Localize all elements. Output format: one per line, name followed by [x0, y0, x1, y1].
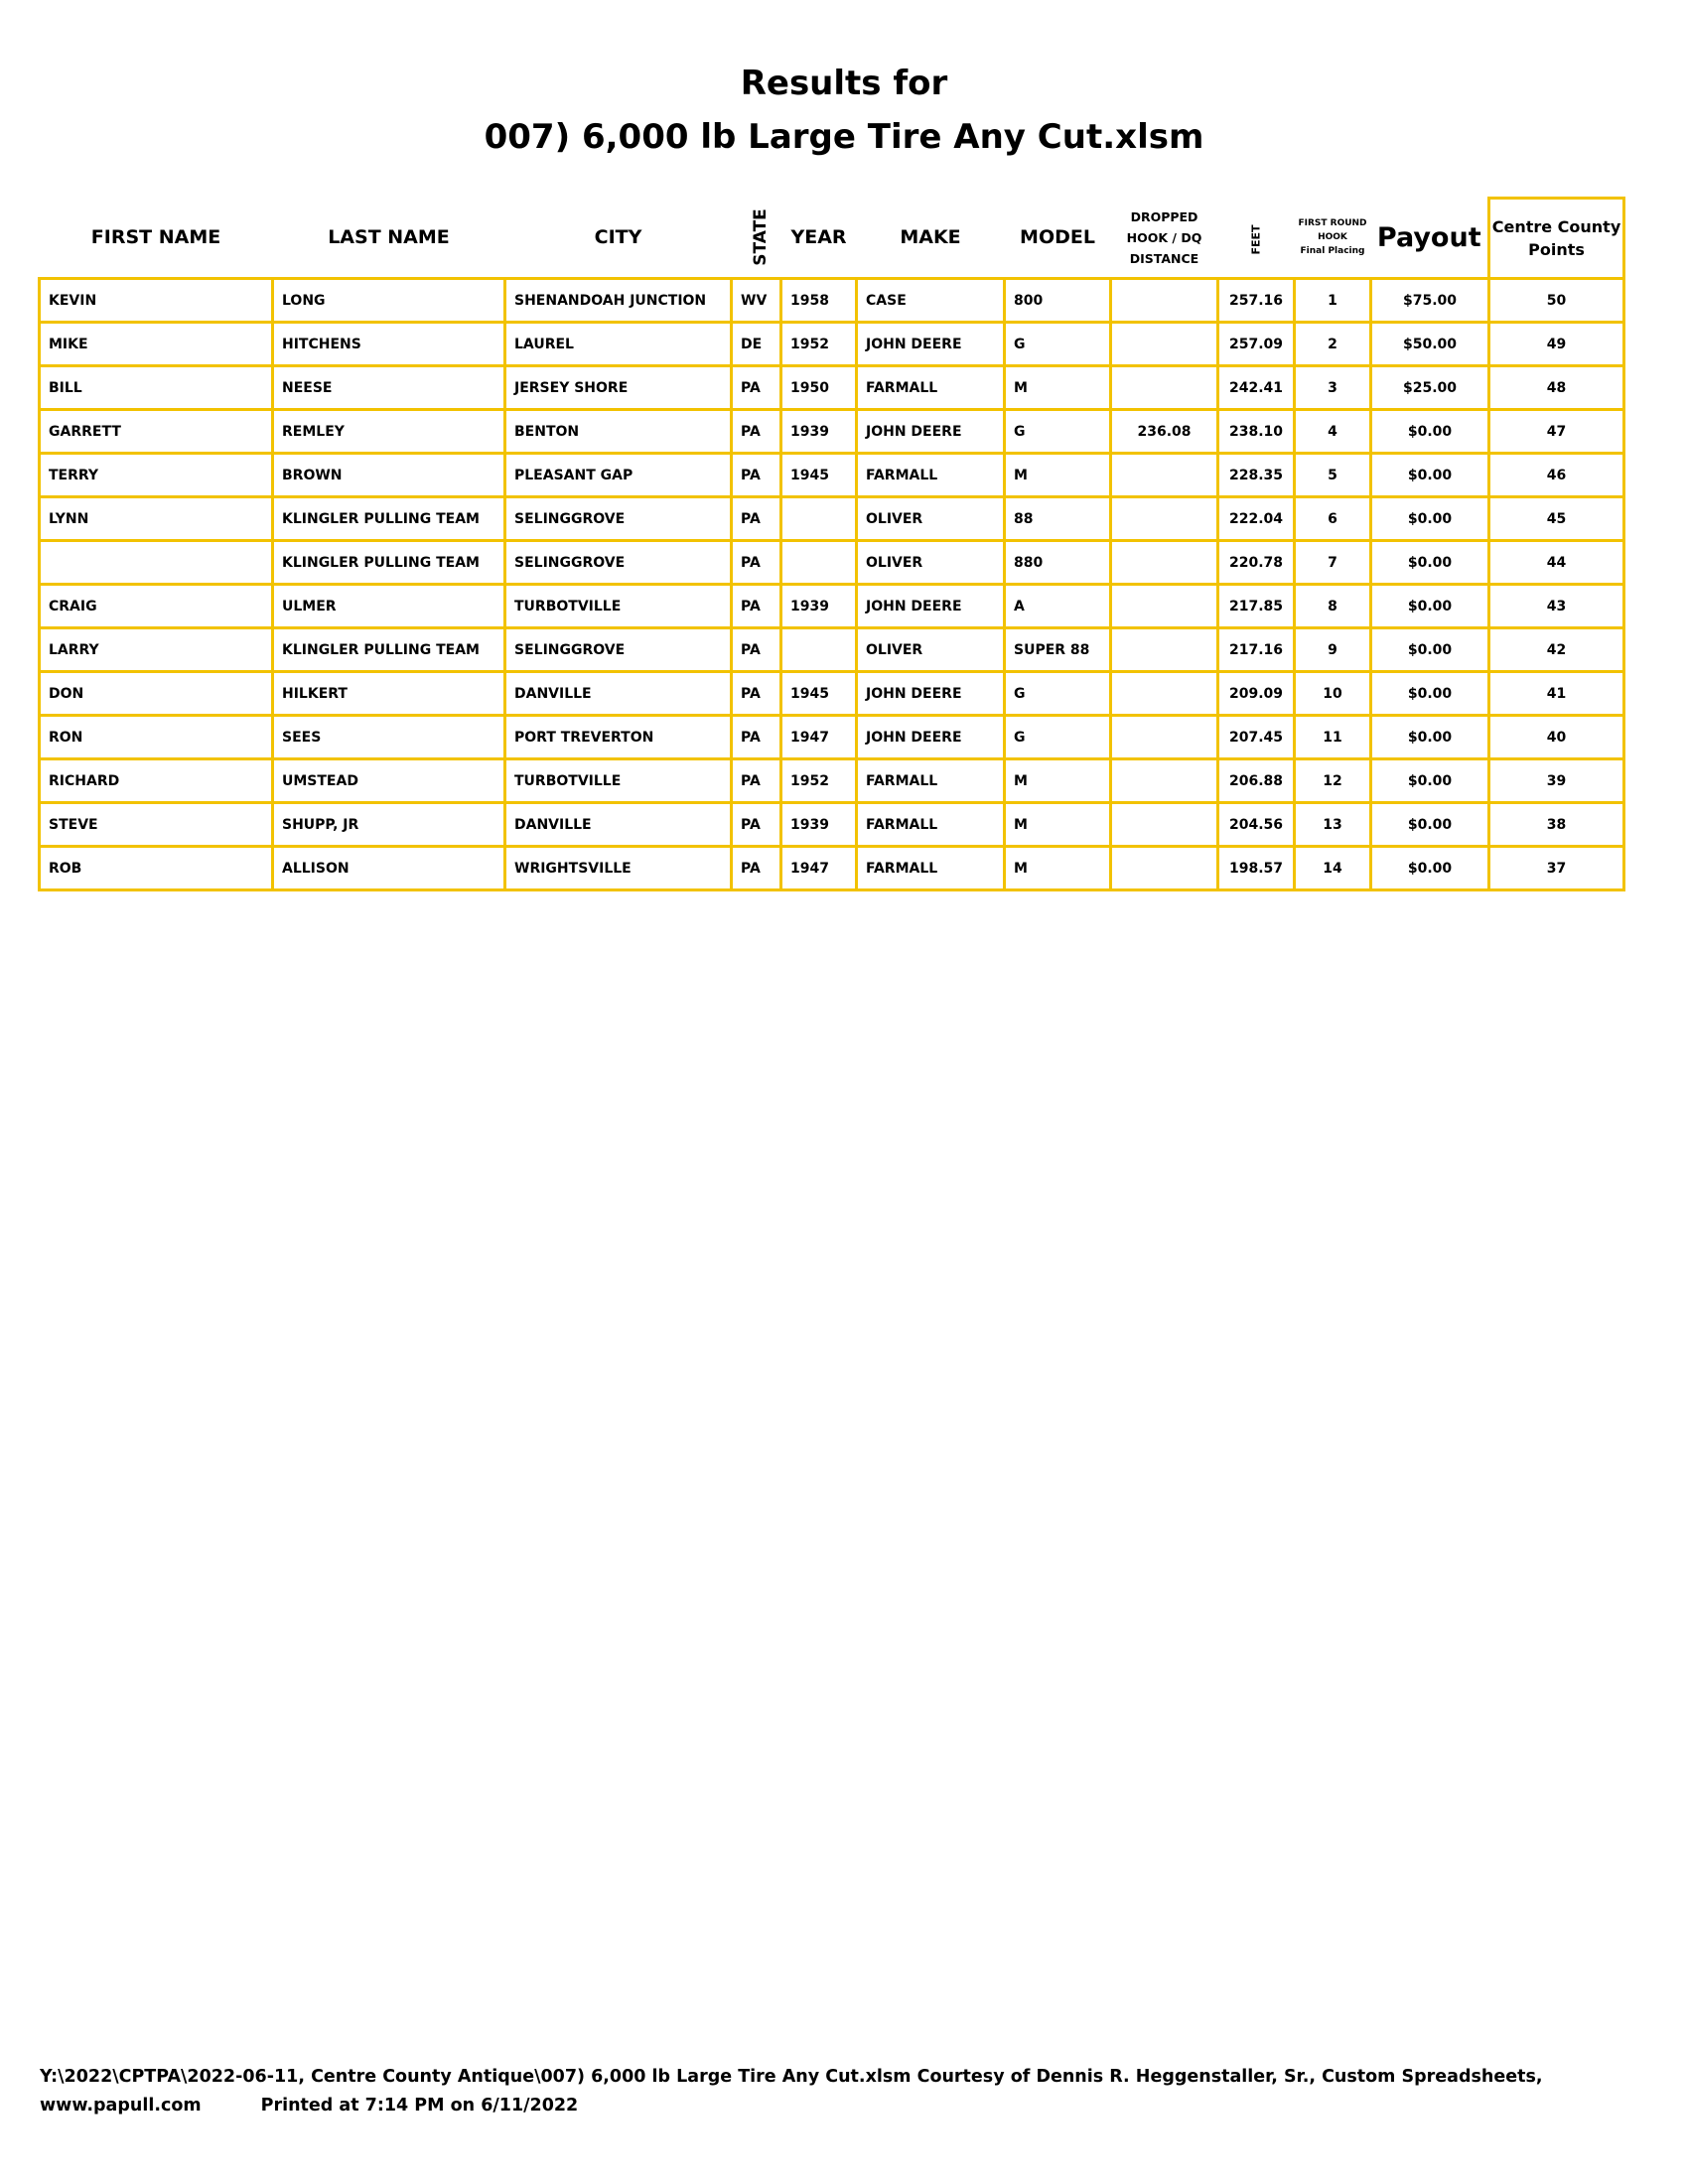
cell-first: GARRETT: [40, 410, 273, 454]
cell-make: JOHN DEERE: [857, 323, 1005, 366]
cell-year: 1939: [781, 803, 857, 847]
cell-place: 5: [1295, 454, 1371, 497]
cell-model: G: [1005, 323, 1111, 366]
cell-year: 1947: [781, 847, 857, 890]
cell-points: 50: [1489, 279, 1624, 323]
cell-city: PLEASANT GAP: [505, 454, 732, 497]
header-dropped-line2: HOOK / DQ: [1126, 229, 1202, 245]
table-row: [40, 454, 1624, 497]
cell-state: PA: [732, 759, 781, 803]
header-make: MAKE: [900, 226, 961, 249]
table-row: [40, 803, 1624, 847]
cell-make: FARMALL: [857, 366, 1005, 410]
cell-place: 7: [1295, 541, 1371, 585]
cell-points: 41: [1489, 672, 1624, 716]
header-first-name: FIRST NAME: [90, 226, 221, 249]
cell-payout: $0.00: [1371, 585, 1489, 628]
cell-make: CASE: [857, 279, 1005, 323]
table-row: [40, 585, 1624, 628]
cell-first: LARRY: [40, 628, 273, 672]
cell-year: 1952: [781, 323, 857, 366]
cell-payout: $25.00: [1371, 366, 1489, 410]
table-row: [40, 323, 1624, 366]
cell-first: DON: [40, 672, 273, 716]
cell-city: DANVILLE: [505, 672, 732, 716]
cell-state: WV: [732, 279, 781, 323]
cell-last: ALLISON: [273, 847, 505, 890]
cell-first: MIKE: [40, 323, 273, 366]
cell-payout: $0.00: [1371, 716, 1489, 759]
cell-model: 880: [1005, 541, 1111, 585]
table-row: [40, 716, 1624, 759]
footer-file-path: Y:\2022\CPTPA\2022-06-11, Centre County Antique\007) 6,000 lb Large Tire Any Cut.xlsm Courtesy of Dennis R. Heggenstaller, Sr., Custom Spreadsheets,: [40, 2067, 1543, 2087]
table-row: [40, 279, 1624, 323]
header-dropped-line3: DISTANCE: [1129, 250, 1199, 266]
cell-last: ULMER: [273, 585, 505, 628]
cell-city: SELINGGROVE: [505, 628, 732, 672]
cell-place: 13: [1295, 803, 1371, 847]
cell-points: 42: [1489, 628, 1624, 672]
cell-make: JOHN DEERE: [857, 672, 1005, 716]
header-feet-label: FEET: [1249, 224, 1263, 255]
cell-city: TURBOTVILLE: [505, 759, 732, 803]
header-points-line1: Centre County: [1491, 217, 1621, 236]
cell-payout: $0.00: [1371, 497, 1489, 541]
cell-state: DE: [732, 323, 781, 366]
cell-state: PA: [732, 497, 781, 541]
cell-last: KLINGLER PULLING TEAM: [273, 541, 505, 585]
table-row: [40, 847, 1624, 890]
table-row: [40, 541, 1624, 585]
cell-dropped: [1111, 279, 1218, 323]
cell-feet: 198.57: [1218, 847, 1295, 890]
cell-payout: $0.00: [1371, 410, 1489, 454]
header-year: YEAR: [790, 226, 847, 249]
cell-points: 44: [1489, 541, 1624, 585]
table-row: [40, 410, 1624, 454]
cell-make: FARMALL: [857, 454, 1005, 497]
cell-last: NEESE: [273, 366, 505, 410]
cell-first: RON: [40, 716, 273, 759]
table-row: [40, 672, 1624, 716]
cell-dropped: [1111, 803, 1218, 847]
page-title-line1: Results for: [740, 64, 948, 103]
cell-model: M: [1005, 847, 1111, 890]
cell-city: DANVILLE: [505, 803, 732, 847]
cell-place: 3: [1295, 366, 1371, 410]
cell-first: CRAIG: [40, 585, 273, 628]
cell-state: PA: [732, 585, 781, 628]
cell-first: RICHARD: [40, 759, 273, 803]
cell-make: FARMALL: [857, 847, 1005, 890]
cell-last: KLINGLER PULLING TEAM: [273, 497, 505, 541]
cell-feet: 206.88: [1218, 759, 1295, 803]
header-dropped-hook: [1111, 199, 1218, 279]
cell-model: SUPER 88: [1005, 628, 1111, 672]
cell-last: UMSTEAD: [273, 759, 505, 803]
cell-make: JOHN DEERE: [857, 585, 1005, 628]
cell-first: ROB: [40, 847, 273, 890]
cell-first: STEVE: [40, 803, 273, 847]
cell-last: SEES: [273, 716, 505, 759]
cell-last: LONG: [273, 279, 505, 323]
cell-points: 40: [1489, 716, 1624, 759]
cell-feet: 204.56: [1218, 803, 1295, 847]
cell-city: PORT TREVERTON: [505, 716, 732, 759]
table-row: [40, 497, 1624, 541]
cell-year: 1950: [781, 366, 857, 410]
cell-last: KLINGLER PULLING TEAM: [273, 628, 505, 672]
cell-dropped: [1111, 628, 1218, 672]
cell-points: 39: [1489, 759, 1624, 803]
cell-first: BILL: [40, 366, 273, 410]
cell-state: PA: [732, 803, 781, 847]
cell-model: 88: [1005, 497, 1111, 541]
header-first-round-line3: Final Placing: [1300, 246, 1365, 257]
cell-make: FARMALL: [857, 759, 1005, 803]
cell-feet: 257.09: [1218, 323, 1295, 366]
cell-points: 49: [1489, 323, 1624, 366]
cell-dropped: [1111, 672, 1218, 716]
cell-payout: $0.00: [1371, 847, 1489, 890]
cell-city: BENTON: [505, 410, 732, 454]
cell-model: 800: [1005, 279, 1111, 323]
cell-year: 1945: [781, 454, 857, 497]
table-row: [40, 759, 1624, 803]
cell-place: 2: [1295, 323, 1371, 366]
cell-make: JOHN DEERE: [857, 410, 1005, 454]
cell-feet: 209.09: [1218, 672, 1295, 716]
cell-model: M: [1005, 366, 1111, 410]
cell-feet: 220.78: [1218, 541, 1295, 585]
cell-payout: $0.00: [1371, 454, 1489, 497]
cell-last: HITCHENS: [273, 323, 505, 366]
cell-points: 43: [1489, 585, 1624, 628]
cell-model: M: [1005, 803, 1111, 847]
cell-dropped: [1111, 366, 1218, 410]
cell-points: 38: [1489, 803, 1624, 847]
cell-state: PA: [732, 541, 781, 585]
cell-state: PA: [732, 454, 781, 497]
cell-payout: $50.00: [1371, 323, 1489, 366]
cell-year: 1958: [781, 279, 857, 323]
cell-points: 46: [1489, 454, 1624, 497]
cell-city: SELINGGROVE: [505, 541, 732, 585]
cell-make: OLIVER: [857, 497, 1005, 541]
cell-feet: 257.16: [1218, 279, 1295, 323]
cell-place: 8: [1295, 585, 1371, 628]
cell-model: G: [1005, 410, 1111, 454]
cell-payout: $0.00: [1371, 628, 1489, 672]
cell-state: PA: [732, 366, 781, 410]
cell-points: 45: [1489, 497, 1624, 541]
header-points-line2: Points: [1528, 240, 1585, 259]
cell-first: KEVIN: [40, 279, 273, 323]
cell-city: LAUREL: [505, 323, 732, 366]
header-first-round-hook: [1295, 199, 1371, 279]
cell-dropped: [1111, 759, 1218, 803]
header-first-round-line1: FIRST ROUND: [1298, 218, 1367, 229]
cell-place: 1: [1295, 279, 1371, 323]
header-model: MODEL: [1020, 226, 1095, 249]
cell-feet: 242.41: [1218, 366, 1295, 410]
cell-city: SELINGGROVE: [505, 497, 732, 541]
header-city: CITY: [594, 226, 642, 249]
cell-year: 1939: [781, 410, 857, 454]
cell-feet: 217.16: [1218, 628, 1295, 672]
header-last-name: LAST NAME: [328, 226, 450, 249]
cell-make: FARMALL: [857, 803, 1005, 847]
cell-model: A: [1005, 585, 1111, 628]
cell-model: G: [1005, 672, 1111, 716]
cell-feet: 228.35: [1218, 454, 1295, 497]
results-table: [38, 197, 1625, 891]
cell-city: WRIGHTSVILLE: [505, 847, 732, 890]
cell-dropped: [1111, 497, 1218, 541]
footer-line2: [40, 2096, 578, 2116]
cell-make: JOHN DEERE: [857, 716, 1005, 759]
cell-payout: $0.00: [1371, 759, 1489, 803]
header-feet: [1218, 199, 1295, 279]
cell-payout: $0.00: [1371, 803, 1489, 847]
cell-last: BROWN: [273, 454, 505, 497]
cell-model: M: [1005, 759, 1111, 803]
cell-points: 37: [1489, 847, 1624, 890]
cell-city: SHENANDOAH JUNCTION: [505, 279, 732, 323]
cell-place: 14: [1295, 847, 1371, 890]
cell-state: PA: [732, 672, 781, 716]
cell-make: OLIVER: [857, 628, 1005, 672]
header-state: [732, 199, 781, 279]
cell-feet: 238.10: [1218, 410, 1295, 454]
cell-points: 47: [1489, 410, 1624, 454]
cell-first: [40, 541, 273, 585]
cell-model: G: [1005, 716, 1111, 759]
results-body: [40, 279, 1624, 890]
cell-year: 1947: [781, 716, 857, 759]
header-points: [1489, 199, 1624, 279]
footer-printed: Printed at 7:14 PM on 6/11/2022: [260, 2096, 579, 2116]
cell-last: HILKERT: [273, 672, 505, 716]
cell-place: 11: [1295, 716, 1371, 759]
cell-year: [781, 541, 857, 585]
cell-dropped: [1111, 541, 1218, 585]
page-title-line2: 007) 6,000 lb Large Tire Any Cut.xlsm: [484, 117, 1204, 157]
header-row: [40, 199, 1624, 279]
cell-state: PA: [732, 410, 781, 454]
cell-city: TURBOTVILLE: [505, 585, 732, 628]
cell-make: OLIVER: [857, 541, 1005, 585]
cell-feet: 207.45: [1218, 716, 1295, 759]
cell-year: 1939: [781, 585, 857, 628]
cell-dropped: [1111, 585, 1218, 628]
cell-payout: $75.00: [1371, 279, 1489, 323]
cell-last: REMLEY: [273, 410, 505, 454]
cell-place: 4: [1295, 410, 1371, 454]
cell-city: JERSEY SHORE: [505, 366, 732, 410]
cell-state: PA: [732, 716, 781, 759]
cell-model: M: [1005, 454, 1111, 497]
cell-first: TERRY: [40, 454, 273, 497]
cell-payout: $0.00: [1371, 541, 1489, 585]
cell-year: 1945: [781, 672, 857, 716]
header-payout: Payout: [1376, 221, 1481, 253]
header-state-label: STATE: [750, 208, 771, 267]
table-row: [40, 366, 1624, 410]
cell-year: [781, 497, 857, 541]
cell-first: LYNN: [40, 497, 273, 541]
cell-last: SHUPP, JR: [273, 803, 505, 847]
cell-dropped: [1111, 323, 1218, 366]
cell-points: 48: [1489, 366, 1624, 410]
cell-feet: 222.04: [1218, 497, 1295, 541]
table-row: [40, 628, 1624, 672]
cell-place: 12: [1295, 759, 1371, 803]
cell-year: [781, 628, 857, 672]
cell-dropped: [1111, 454, 1218, 497]
cell-payout: $0.00: [1371, 672, 1489, 716]
header-dropped-line1: DROPPED: [1130, 208, 1198, 224]
cell-place: 10: [1295, 672, 1371, 716]
cell-year: 1952: [781, 759, 857, 803]
cell-dropped: [1111, 847, 1218, 890]
cell-place: 9: [1295, 628, 1371, 672]
cell-feet: 217.85: [1218, 585, 1295, 628]
cell-dropped: 236.08: [1111, 410, 1218, 454]
cell-place: 6: [1295, 497, 1371, 541]
cell-state: PA: [732, 628, 781, 672]
footer-website: www.papull.com: [40, 2096, 202, 2116]
cell-dropped: [1111, 716, 1218, 759]
header-first-round-line2: HOOK: [1318, 232, 1347, 243]
cell-state: PA: [732, 847, 781, 890]
